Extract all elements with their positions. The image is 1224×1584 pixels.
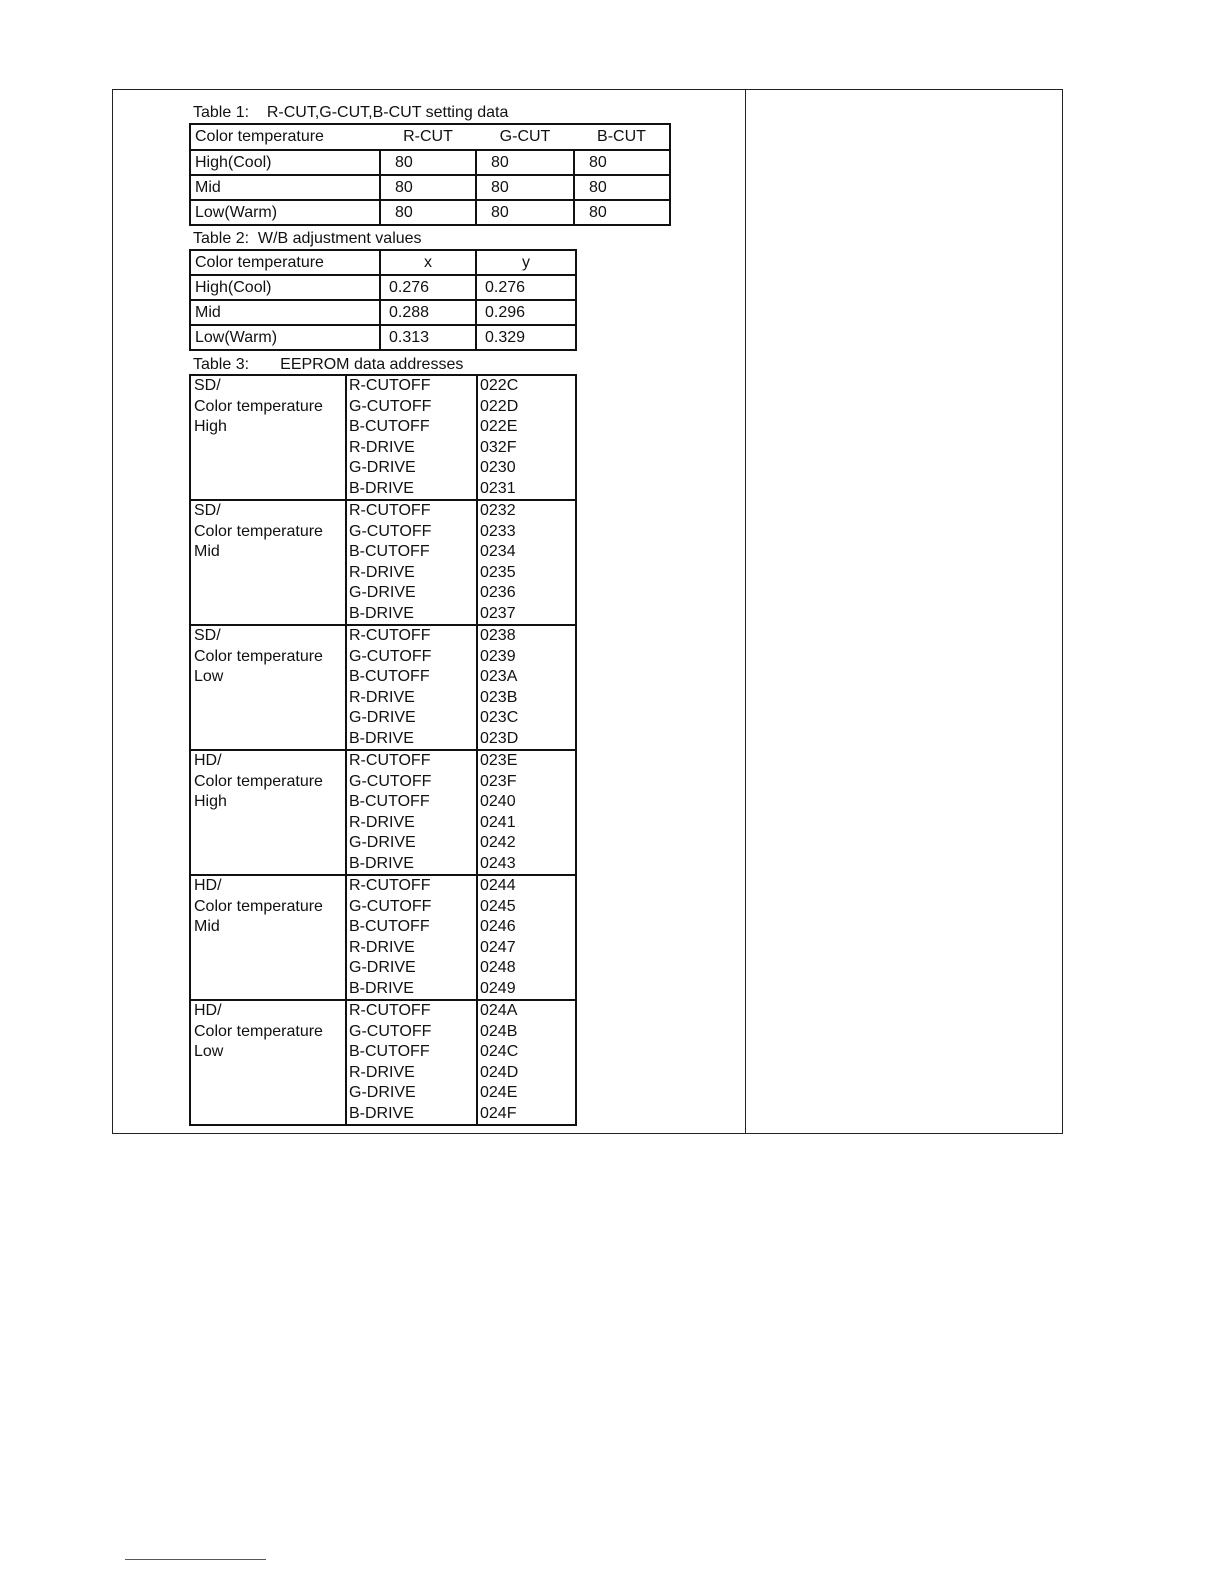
signal-name-line: B-CUTOFF xyxy=(349,668,430,685)
table-row xyxy=(190,200,670,225)
group-label-line: HD/ xyxy=(194,752,222,769)
eeprom-address-line: 0244 xyxy=(480,877,516,894)
signal-name-line: G-DRIVE xyxy=(349,834,416,851)
eeprom-address-line: 024C xyxy=(480,1043,519,1060)
signal-name-line: G-CUTOFF xyxy=(349,897,432,915)
group-label-line: Color temperature xyxy=(194,897,323,915)
group-label xyxy=(190,875,346,1000)
address-group-row xyxy=(190,500,576,625)
table-row xyxy=(190,150,670,175)
eeprom-address-line: 0235 xyxy=(480,563,516,581)
signal-name-line: G-DRIVE xyxy=(349,459,416,476)
x-value: 0.288 xyxy=(380,300,476,325)
eeprom-address-line: 0240 xyxy=(480,793,516,810)
row-label: High(Cool) xyxy=(190,275,380,300)
signal-name-line: R-CUTOFF xyxy=(349,877,431,894)
signal-name-line: R-CUTOFF xyxy=(349,377,431,394)
signal-name-line: R-DRIVE xyxy=(349,688,415,706)
signal-name-line: G-CUTOFF xyxy=(349,1022,432,1040)
eeprom-address-line: 024D xyxy=(480,1063,519,1081)
signal-name-line: R-CUTOFF xyxy=(349,502,431,519)
table1-caption: Table 1: R-CUT,G-CUT,B-CUT setting data xyxy=(193,104,509,121)
address-group-row xyxy=(190,375,576,500)
eeprom-address-line: 0230 xyxy=(480,459,516,476)
address-group-row xyxy=(190,875,576,1000)
eeprom-address xyxy=(477,375,576,500)
eeprom-address-line: 0246 xyxy=(480,918,516,935)
eeprom-address-line: 0239 xyxy=(480,647,516,665)
signal-name-line: R-CUTOFF xyxy=(349,1002,431,1019)
signal-name-line: B-CUTOFF xyxy=(349,543,430,560)
eeprom-address-line: 032F xyxy=(480,438,517,456)
table-row xyxy=(190,275,576,300)
row-label: Mid xyxy=(190,175,380,200)
table-row xyxy=(190,175,670,200)
group-label-line: Low xyxy=(194,668,224,685)
signal-name-line: G-DRIVE xyxy=(349,1084,416,1101)
signal-name-line: R-DRIVE xyxy=(349,1063,415,1081)
eeprom-address-line: 0247 xyxy=(480,938,516,956)
eeprom-address-line: 023F xyxy=(480,772,517,790)
r-cut-value: 80 xyxy=(380,200,476,225)
eeprom-address-line: 0249 xyxy=(480,979,516,997)
group-label-line: SD/ xyxy=(194,502,221,519)
eeprom-address-line: 0234 xyxy=(480,543,516,560)
address-group-row xyxy=(190,625,576,750)
signal-name-line: G-CUTOFF xyxy=(349,397,432,415)
signal-name-line: R-CUTOFF xyxy=(349,627,431,644)
group-label-line: Low xyxy=(194,1043,224,1060)
eeprom-address-line: 0245 xyxy=(480,897,516,915)
signal-name-line: G-CUTOFF xyxy=(349,772,432,790)
group-label xyxy=(190,625,346,750)
eeprom-address-line: 0242 xyxy=(480,834,516,851)
group-label-line: SD/ xyxy=(194,627,221,644)
signal-name-line: B-CUTOFF xyxy=(349,418,430,435)
signal-name-line: R-DRIVE xyxy=(349,563,415,581)
signal-name-line: B-DRIVE xyxy=(349,1104,414,1122)
signal-name-line: G-DRIVE xyxy=(349,959,416,976)
group-label-line: Color temperature xyxy=(194,522,323,540)
group-label xyxy=(190,500,346,625)
eeprom-address xyxy=(477,1000,576,1125)
eeprom-address-line: 024E xyxy=(480,1084,518,1101)
header-r-cut: R-CUT xyxy=(403,128,453,145)
g-cut-value: 80 xyxy=(476,200,574,225)
table-row xyxy=(190,300,576,325)
group-label-line: HD/ xyxy=(194,1002,222,1019)
table2-caption: Table 2: W/B adjustment values xyxy=(193,230,422,247)
signal-name-line: B-DRIVE xyxy=(349,604,414,622)
group-label-line: Color temperature xyxy=(194,647,323,665)
group-label-line: High xyxy=(194,418,227,435)
wb-adjustment-table xyxy=(189,249,577,351)
group-label-line: Mid xyxy=(194,543,220,560)
header-b-cut: B-CUT xyxy=(597,128,646,145)
y-value: 0.276 xyxy=(476,275,576,300)
signal-name-line: B-CUTOFF xyxy=(349,918,430,935)
eeprom-address-line: 0243 xyxy=(480,854,516,872)
eeprom-address-line: 0233 xyxy=(480,522,516,540)
eeprom-address xyxy=(477,750,576,875)
eeprom-address xyxy=(477,625,576,750)
eeprom-address-line: 023E xyxy=(480,752,518,769)
row-label: Mid xyxy=(190,300,380,325)
eeprom-address-line: 0248 xyxy=(480,959,516,976)
eeprom-address-line: 022C xyxy=(480,377,519,394)
signal-name xyxy=(346,1000,477,1125)
table-row xyxy=(190,325,576,350)
address-group-row xyxy=(190,1000,576,1125)
eeprom-address-table xyxy=(189,374,577,1126)
column-divider xyxy=(745,89,746,1134)
signal-name xyxy=(346,875,477,1000)
signal-name xyxy=(346,375,477,500)
signal-name-line: R-DRIVE xyxy=(349,938,415,956)
eeprom-address-line: 023A xyxy=(480,668,518,685)
y-value: 0.296 xyxy=(476,300,576,325)
group-label-line: High xyxy=(194,793,227,810)
signal-name-line: B-CUTOFF xyxy=(349,793,430,810)
b-cut-value: 80 xyxy=(574,175,670,200)
eeprom-address-line: 024F xyxy=(480,1104,517,1122)
header-g-cut: G-CUT xyxy=(499,128,551,145)
group-label-line: Mid xyxy=(194,918,220,935)
signal-name xyxy=(346,625,477,750)
group-label xyxy=(190,1000,346,1125)
b-cut-value: 80 xyxy=(574,150,670,175)
eeprom-address-line: 0231 xyxy=(480,479,516,497)
eeprom-address-line: 0236 xyxy=(480,584,516,601)
group-label-line: Color temperature xyxy=(194,772,323,790)
eeprom-address-line: 0241 xyxy=(480,813,516,831)
eeprom-address-line: 024A xyxy=(480,1002,518,1019)
signal-name-line: R-CUTOFF xyxy=(349,752,431,769)
group-label xyxy=(190,750,346,875)
eeprom-address-line: 023C xyxy=(480,709,519,726)
header-x: x xyxy=(380,250,476,275)
row-label: Low(Warm) xyxy=(190,200,380,225)
row-label: High(Cool) xyxy=(190,150,380,175)
x-value: 0.276 xyxy=(380,275,476,300)
signal-name-line: B-DRIVE xyxy=(349,979,414,997)
signal-name-line: B-CUTOFF xyxy=(349,1043,430,1060)
r-cut-value: 80 xyxy=(380,150,476,175)
signal-name-line: B-DRIVE xyxy=(349,854,414,872)
g-cut-value: 80 xyxy=(476,175,574,200)
signal-name-line: G-DRIVE xyxy=(349,709,416,726)
x-value: 0.313 xyxy=(380,325,476,350)
group-label xyxy=(190,375,346,500)
group-label-line: Color temperature xyxy=(194,1022,323,1040)
eeprom-address xyxy=(477,875,576,1000)
table3-caption: Table 3: EEPROM data addresses xyxy=(193,356,464,373)
r-cut-value: 80 xyxy=(380,175,476,200)
signal-name xyxy=(346,500,477,625)
header-y: y xyxy=(476,250,576,275)
address-group-row xyxy=(190,750,576,875)
signal-name-line: G-CUTOFF xyxy=(349,522,432,540)
eeprom-address-line: 024B xyxy=(480,1022,518,1040)
eeprom-address-line: 023D xyxy=(480,729,519,747)
header-color-temperature: Color temperature xyxy=(190,250,380,275)
signal-name-line: R-DRIVE xyxy=(349,438,415,456)
signal-name-line: R-DRIVE xyxy=(349,813,415,831)
eeprom-address-line: 022D xyxy=(480,397,519,415)
group-label-line: Color temperature xyxy=(194,397,323,415)
b-cut-value: 80 xyxy=(574,200,670,225)
signal-name xyxy=(346,750,477,875)
eeprom-address-line: 0238 xyxy=(480,627,516,644)
eeprom-address xyxy=(477,500,576,625)
row-label: Low(Warm) xyxy=(190,325,380,350)
signal-name-line: G-CUTOFF xyxy=(349,647,432,665)
signal-name-line: G-DRIVE xyxy=(349,584,416,601)
cut-setting-table xyxy=(189,123,671,226)
signal-name-line: B-DRIVE xyxy=(349,729,414,747)
footer-rule xyxy=(125,1559,266,1560)
eeprom-address-line: 0232 xyxy=(480,502,516,519)
g-cut-value: 80 xyxy=(476,150,574,175)
group-label-line: SD/ xyxy=(194,377,221,394)
table-header-row xyxy=(190,124,670,150)
y-value: 0.329 xyxy=(476,325,576,350)
table-header-row xyxy=(190,250,576,275)
eeprom-address-line: 0237 xyxy=(480,604,516,622)
eeprom-address-line: 022E xyxy=(480,418,518,435)
signal-name-line: B-DRIVE xyxy=(349,479,414,497)
header-color-temperature: Color temperature xyxy=(195,128,324,145)
eeprom-address-line: 023B xyxy=(480,688,518,706)
group-label-line: HD/ xyxy=(194,877,222,894)
